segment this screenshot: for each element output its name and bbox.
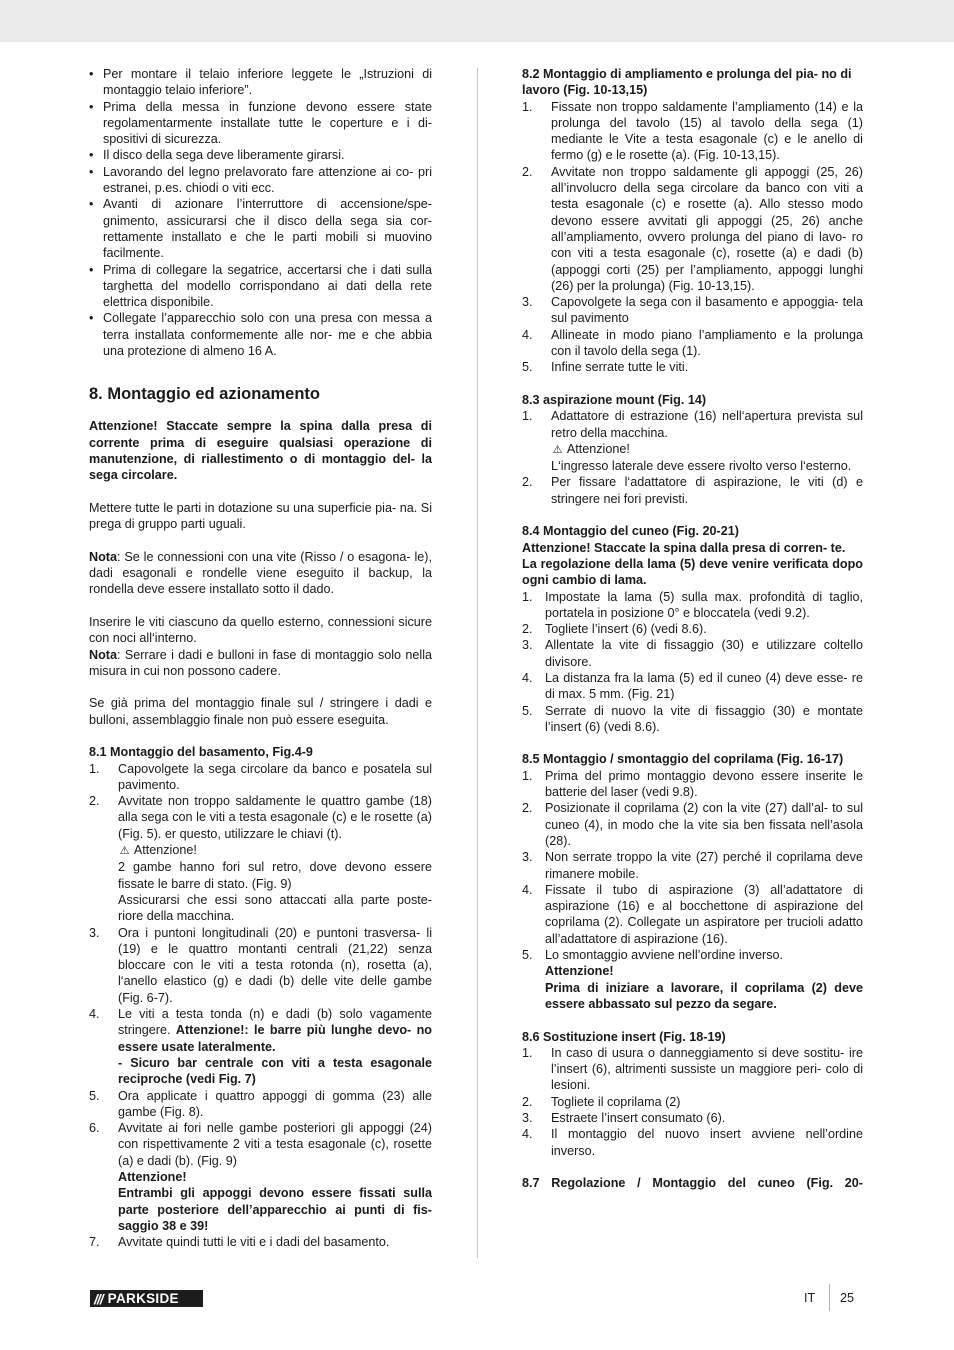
paragraph: Inserire le viti ciascuno da quello esterno, connessioni sicure con noci all‘interno. — [89, 614, 432, 646]
subsection-title: 8.1 Montaggio del basamento, Fig.4-9 — [89, 745, 313, 760]
header-bar — [0, 0, 954, 42]
list-item: 4. Allineate in modo piano l’ampliamento e la prolunga con il tavolo della sega (1). — [522, 327, 863, 359]
numbered-list — [522, 768, 863, 1012]
list-item: 3. Allentate la vite di fissaggio (30) e utilizzare coltello divisore. — [522, 638, 863, 669]
list-item: • Collegate l’apparecchio solo con una presa con messa a terra installata conformemente alle nor- me e che abbia una protezione di almeno 16 A. — [89, 310, 432, 359]
list-item: 1. Impostate la lama (5) sulla max. profondità di taglio, portatela in posizione 0° e bloccatela (vedi 9.2). — [522, 589, 863, 620]
warning-triangle-icon: ⚠ — [119, 845, 130, 858]
parkside-logo — [90, 1290, 203, 1307]
list-item: 2. Togliete l’insert (6) (vedi 8.6). — [522, 622, 707, 637]
right-column — [522, 66, 863, 1191]
list-item: 2. Avvitate non troppo saldamente le quattro gambe (18) alla sega con le viti a testa esagonale (c) e le rosette (a) (Fig. 5). er questo, utilizzare le chiavi (t). ⚠ Attenzione! 2 gambe hanno fori sul retro, dove devono essere fissate le barre di stato. (Fig. 9) Assicurarsi che essi sono attaccati alla parte poste- riore della macchina. — [89, 794, 432, 924]
column-divider — [477, 68, 478, 1258]
subsection-title: 8.6 Sostituzione insert (Fig. 18-19) — [522, 1029, 726, 1044]
list-item: 3. Non serrate troppo la vite (27) perché il coprilama deve rimanere mobile. — [522, 850, 863, 881]
list-item: 4. Fissate il tubo di aspirazione (3) all’adattatore di aspirazione (16) e al bocchettone di aspirazione del coprilama (2). Collegate un aspiratore per trucioli adatto all’adattatore di aspirazione (16). — [522, 882, 863, 946]
logo-text: PARKSIDE — [107, 1291, 179, 1306]
subsection-title: 8.3 aspirazione mount (Fig. 14) — [522, 392, 707, 407]
numbered-list — [522, 408, 863, 507]
subsection-title: 8.4 Montaggio del cuneo (Fig. 20-21) — [522, 524, 739, 539]
page-number: 25 — [840, 1291, 855, 1305]
note-paragraph — [89, 647, 432, 680]
list-item: • Avanti di azionare l’interruttore di accensione/spe- gnimento, assicurarsi che il disco della sega sia cor- rettamente installato e che le parti mobili si muovino facilmente. — [89, 196, 432, 261]
list-item: 1. In caso di usura o danneggiamento si deve sostitu- ire l’insert (6), altrimenti sussiste un maggiore peri- colo di lesioni. — [522, 1045, 863, 1093]
numbered-list — [522, 1045, 863, 1159]
warning-paragraph: Attenzione! Staccate la spina dalla presa di corren- te. — [522, 540, 846, 555]
warning-paragraph: Attenzione! Staccate sempre la spina dalla presa di corrente prima di eseguire qualsiasi operazione di manutenzione, di riallestimento o di montaggio del- la sega circolare. — [89, 419, 432, 483]
list-item: 1. Capovolgete la sega circolare da banco e posatela sul pavimento. — [89, 761, 432, 792]
note-text: : Se le connessioni con una vite (Risso / o esagona- le), dadi esagonali e rondelle viene eseguito il backup, la rondella deve essere installato sotto il dado. — [89, 549, 432, 597]
list-item: 3. Capovolgete la sega con il basamento e appoggia- tela sul pavimento — [522, 295, 863, 326]
list-item: 7. Avvitate quindi tutti le viti e i dadi del basamento. — [89, 1235, 390, 1250]
logo-stripes-icon: /// — [94, 1290, 103, 1307]
list-item: • Per montare il telaio inferiore leggete le „Istruzioni di montaggio telaio inferiore”. — [89, 66, 432, 99]
list-item: 4. Il montaggio del nuovo insert avviene nell’ordine inverso. — [522, 1127, 863, 1158]
list-item: 1. Adattatore di estrazione (16) nell‘apertura prevista sul retro della macchina. ⚠ Attenzione! L‘ingresso laterale deve essere rivolto verso l‘esterno. — [522, 409, 863, 474]
note-label: Nota — [89, 647, 117, 662]
list-item: 5. Lo smontaggio avviene nell’ordine inverso. Attenzione! Prima di iniziare a lavorare, il coprilama (2) deve essere abbassato sul pezzo da segare. — [522, 948, 863, 1011]
section-title: 8. Montaggio ed azionamento — [89, 385, 321, 404]
list-item: 1. Fissate non troppo saldamente l’ampliamento (14) e la prolunga del tavolo (15) al tavolo della sega (1) mediante le Vite a testa esagonale (c) e le anello di fermo (g) e le rosette (a). (Fig. 10-13,15). — [522, 99, 863, 163]
numbered-list — [522, 589, 863, 736]
left-column — [89, 66, 432, 1250]
note-paragraph — [89, 549, 432, 598]
list-item: 2. Posizionate il coprilama (2) con la vite (27) dall’al- to sul cuneo (4), in modo che la vite sia ben fissata nell’asola (28). — [522, 801, 863, 848]
subsection-title: 8.7 Regolazione / Montaggio del cuneo (Fig. 20- — [522, 1176, 863, 1191]
list-item: • Prima della messa in funzione devono essere state regolamentarmente installate tutte le coperture e i di- spositivi di sicurezza. — [89, 99, 432, 148]
note-text: : Serrare i dadi e bulloni in fase di montaggio solo nella misura in cui non possono cadere. — [89, 647, 432, 678]
list-item: 6. Avvitate ai fori nelle gambe posteriori gli appoggi (24) con rispettivamente 2 viti a testa esagonale (c), rosette (a) e dadi (b). (Fig. 9) Attenzione! Entrambi gli appoggi devono essere fissati sulla parte posteriore dell’apparecchio ai punti di fis- saggio 38 e 39! — [89, 1121, 432, 1233]
list-item: • Il disco della sega deve liberamente girarsi. — [89, 147, 432, 163]
list-item: 5. Ora applicate i quattro appoggi di gomma (23) alle gambe (Fig. 8). — [89, 1088, 432, 1119]
list-item: 2. Avvitate non troppo saldamente gli appoggi (25, 26) all’involucro della sega circolare da banco con viti a testa esagonale (c) e rosette (a). Allo stesso modo devono essere avvitati gli appoggi (25, 26) anche all’ampliamento, ovvero prolunga del piano di lavo- ro con viti a testa esagonale (c), rosette (a) e dadi (b) (appoggi corti (25) per l’ampliamento, appoggi lunghi (26) per la prolunga) (Fig. 10-13,15). — [522, 164, 863, 293]
subsection-title: 8.2 Montaggio di ampliamento e prolunga del pia- no di lavoro (Fig. 10-13,15) — [522, 67, 852, 98]
list-item: 4. La distanza fra la lama (5) ed il cuneo (4) deve esse- re di max. 5 mm. (Fig. 21) — [522, 670, 863, 702]
safety-bullet-list — [89, 66, 432, 359]
list-item: 3. Ora i puntoni longitudinali (20) e puntoni trasversa- li (19) e le quattro montanti centrali (21,22) senza bloccare con le viti a testa rotonda (n), rosetta (a), l‘anello elastico (g) e dadi (b) delle vite delle gambe (Fig. 6-7). — [89, 925, 432, 1005]
list-item: 5. Infine serrate tutte le viti. — [522, 360, 689, 375]
list-item: 3. Estraete l’insert consumato (6). — [522, 1111, 726, 1125]
note-label: Nota — [89, 549, 117, 564]
list-item: 1. Prima del primo montaggio devono essere inserite le batterie del laser (vedi 9.8). — [522, 768, 863, 800]
list-item: 2. Per fissare l‘adattatore di aspirazione, le viti (d) e stringere nei fori previsti. — [522, 475, 863, 506]
list-item: 5. Serrate di nuovo la vite di fissaggio (30) e montate l’insert (6) (vedi 8.6). — [522, 703, 863, 734]
numbered-list — [89, 761, 432, 1251]
list-item: 4. Le viti a testa tonda (n) e dadi (b) solo vagamente stringere. Attenzione!: le barre più lunghe devo- no essere usate lateralmente. - Sicuro bar centrale con viti a testa esagonale reciproche (vedi Fig. 7) — [89, 1007, 432, 1087]
numbered-list — [522, 99, 863, 376]
list-item: 2. Togliete il coprilama (2) — [522, 1094, 681, 1109]
subsection-title: 8.5 Montaggio / smontaggio del coprilama (Fig. 16-17) — [522, 752, 844, 767]
warning-paragraph: La regolazione della lama (5) deve venire verificata dopo ogni cambio di lama. — [522, 556, 863, 588]
language-code: IT — [804, 1291, 816, 1305]
footer-divider — [829, 1284, 830, 1311]
list-item: • Prima di collegare la segatrice, accertarsi che i dati sulla targhetta del modello corrispondano ai dati della rete elettrica disponibile. — [89, 262, 432, 311]
list-item: • Lavorando del legno prelavorato fare attenzione ai co- pri estranei, p.es. chiodi o viti ecc. — [89, 164, 432, 197]
paragraph: Se già prima del montaggio finale sul / stringere i dadi e bulloni, assemblaggio finale non può essere eseguita. — [89, 696, 432, 727]
paragraph: Mettere tutte le parti in dotazione su una superficie pia- na. Si prega di gruppo parti uguali. — [89, 500, 432, 532]
warning-triangle-icon: ⚠ — [552, 443, 563, 456]
